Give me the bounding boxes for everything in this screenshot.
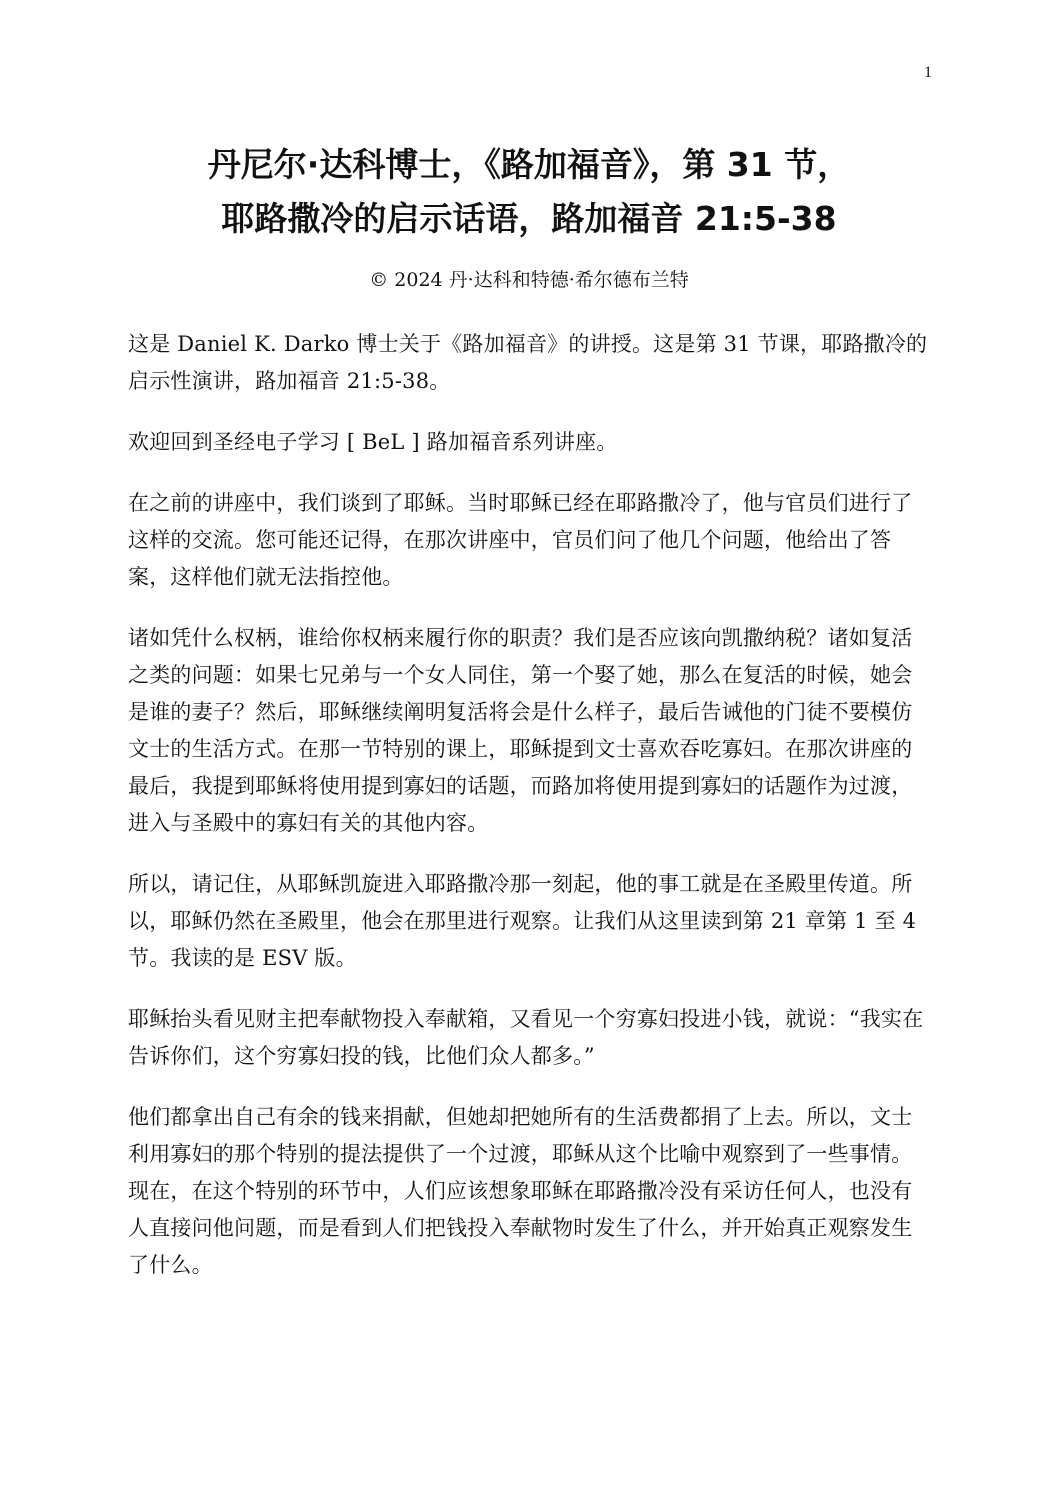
title-line-1: 丹尼尔·达科博士，《路加福音》，第 31 节， <box>207 145 851 184</box>
document-title <box>60 138 998 246</box>
paragraph-intro: 这是 Daniel K. Darko 博士关于《路加福音》的讲授。这是第 31 节课，耶路撒冷的启示性演讲，路加福音 21:5-38。 <box>128 332 928 393</box>
paragraph-temple: 所以，请记住，从耶稣凯旋进入耶路撒冷那一刻起，他的事工就是在圣殿里传道。所以，耶稣仍然在圣殿里，他会在那里进行观察。让我们从这里读到第 21 章第 1 至 4 节。我读的是 ESV 版。 <box>128 872 917 970</box>
paragraph-previous-lecture: 在之前的讲座中，我们谈到了耶稣。当时耶稣已经在耶路撒冷了，他与官员们进行了这样的交流。您可能还记得，在那次讲座中，官员们问了他几个问题，他给出了答案，这样他们就无法指控他。 <box>128 491 913 589</box>
page-number: 1 <box>924 64 932 81</box>
paragraph-observation: 他们都拿出自己有余的钱来捐献，但她却把她所有的生活费都捐了上去。所以，文士利用寡妇的那个特别的提法提供了一个过渡，耶稣从这个比喻中观察到了一些事情。现在，在这个特别的环节中，人们应该想象耶稣在耶路撒冷没有采访任何人，也没有人直接问他问题，而是看到人们把钱投入奉献物时发生了什么，并开始真正观察发生了什么。 <box>128 1105 913 1277</box>
title-line-2: 耶路撒冷的启示话语，路加福音 21:5-38 <box>221 199 837 238</box>
document-body <box>128 326 928 1308</box>
paragraph-scripture-quote: 耶稣抬头看见财主把奉献物投入奉献箱，又看见一个穷寡妇投进小钱，就说：“我实在告诉你们，这个穷寡妇投的钱，比他们众人都多。” <box>128 1007 924 1068</box>
copyright-line: © 2024 丹·达科和特德·希尔德布兰特 <box>369 269 689 291</box>
paragraph-questions: 诸如凭什么权柄，谁给你权柄来履行你的职责？我们是否应该向凯撒纳税？诸如复活之类的问题：如果七兄弟与一个女人同住，第一个娶了她，那么在复活的时候，她会是谁的妻子？然后，耶稣继续阐明复活将会是什么样子，最后告诫他的门徒不要模仿文士的生活方式。在那一节特别的课上，耶稣提到文士喜欢吞吃寡妇。在那次讲座的最后，我提到耶稣将使用提到寡妇的话题，而路加将使用提到寡妇的话题作为过渡，进入与圣殿中的寡妇有关的其他内容。 <box>128 626 913 835</box>
paragraph-welcome: 欢迎回到圣经电子学习 [ BeL ] 路加福音系列讲座。 <box>128 430 618 454</box>
